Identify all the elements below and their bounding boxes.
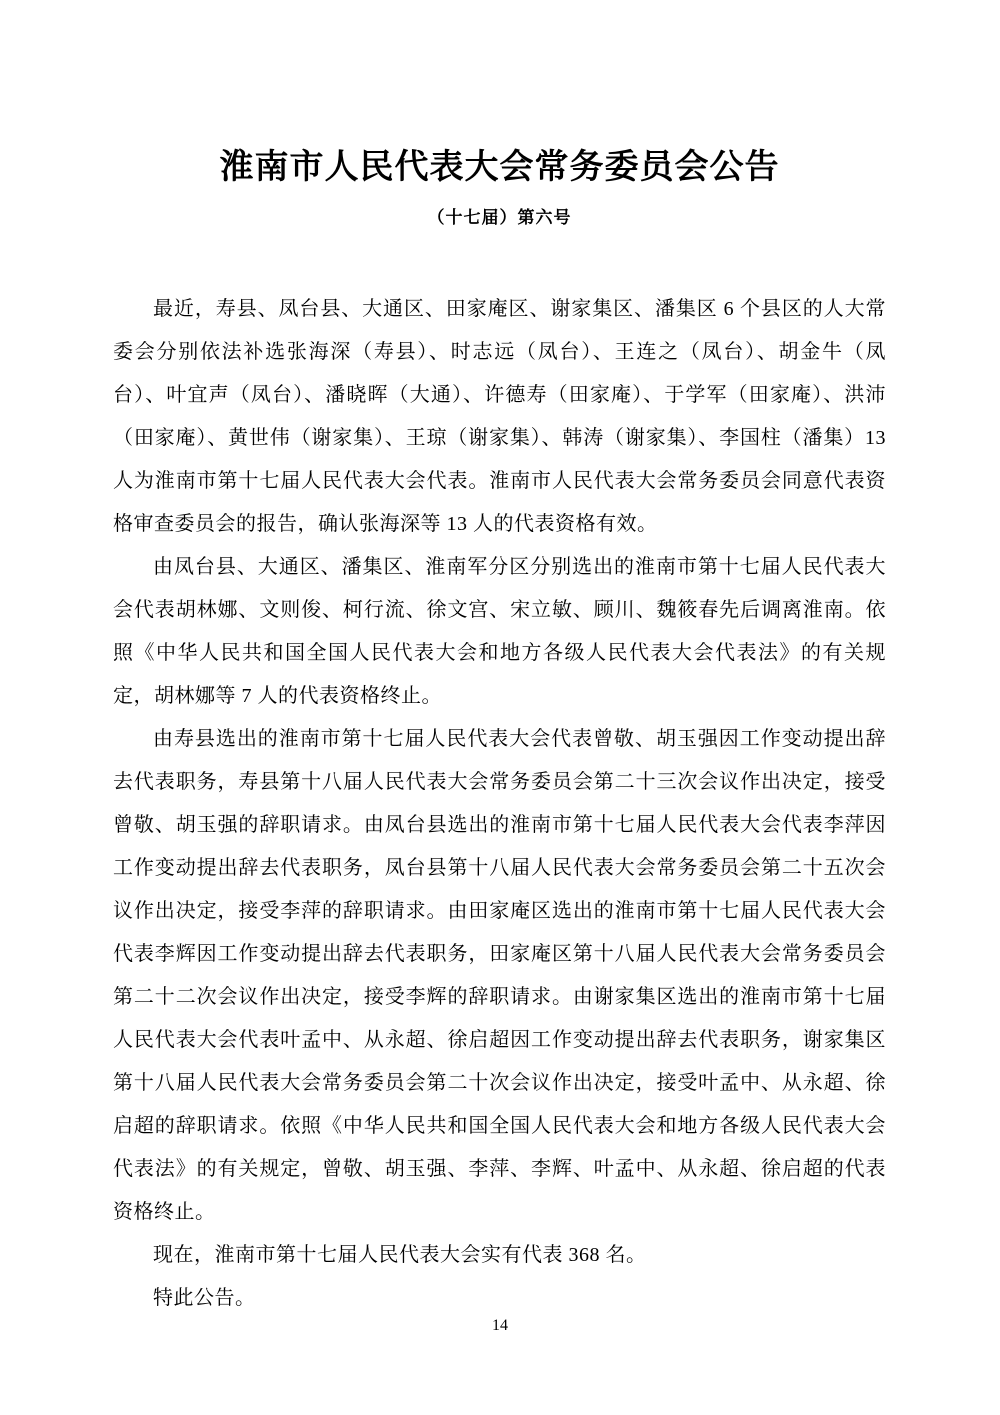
paragraph: 由凤台县、大通区、潘集区、淮南军分区分别选出的淮南市第十七届人民代表大会代表胡林娜、文则俊、柯行流、徐文宫、宋立敏、顾川、魏筱春先后调离淮南。依照《中华人民共和国全国人民代表大会和地方各级人民代表大会代表法》的有关规定，胡林娜等 7 人的代表资格终止。 bbox=[113, 556, 886, 708]
paragraph: 特此公告。 bbox=[153, 1287, 256, 1310]
document-body bbox=[113, 288, 886, 1320]
paragraph: 最近，寿县、凤台县、大通区、田家庵区、谢家集区、潘集区 6 个县区的人大常委会分别依法补选张海深（寿县）、时志远（凤台）、王连之（凤台）、胡金牛（凤台）、叶宜声（凤台）、潘晓晖（大通）、许德寿（田家庵）、于学军（田家庵）、洪沛（田家庵）、黄世伟（谢家集）、王琼（谢家集）、韩涛（谢家集）、李国柱（潘集）13 人为淮南市第十七届人民代表大会代表。淮南市人民代表大会常务委员会同意代表资格审查委员会的报告，确认张海深等 13 人的代表资格有效。 bbox=[113, 298, 886, 536]
document-subtitle: （十七届）第六号 bbox=[427, 208, 572, 228]
page-number: 14 bbox=[492, 1317, 508, 1334]
document-title: 淮南市人民代表大会常务委员会公告 bbox=[219, 149, 780, 186]
paragraph: 现在，淮南市第十七届人民代表大会实有代表 368 名。 bbox=[153, 1244, 647, 1267]
paragraph: 由寿县选出的淮南市第十七届人民代表大会代表曾敬、胡玉强因工作变动提出辞去代表职务，寿县第十八届人民代表大会常务委员会第二十三次会议作出决定，接受曾敬、胡玉强的辞职请求。由凤台县选出的淮南市第十七届人民代表大会代表李萍因工作变动提出辞去代表职务，凤台县第十八届人民代表大会常务委员会第二十五次会议作出决定，接受李萍的辞职请求。由田家庵区选出的淮南市第十七届人民代表大会代表李辉因工作变动提出辞去代表职务，田家庵区第十八届人民代表大会常务委员会第二十二次会议作出决定，接受李辉的辞职请求。由谢家集区选出的淮南市第十七届人民代表大会代表叶孟中、从永超、徐启超因工作变动提出辞去代表职务，谢家集区第十八届人民代表大会常务委员会第二十次会议作出决定，接受叶孟中、从永超、徐启超的辞职请求。依照《中华人民共和国全国人民代表大会和地方各级人民代表大会代表法》的有关规定，曾敬、胡玉强、李萍、李辉、叶孟中、从永超、徐启超的代表资格终止。 bbox=[113, 728, 886, 1224]
